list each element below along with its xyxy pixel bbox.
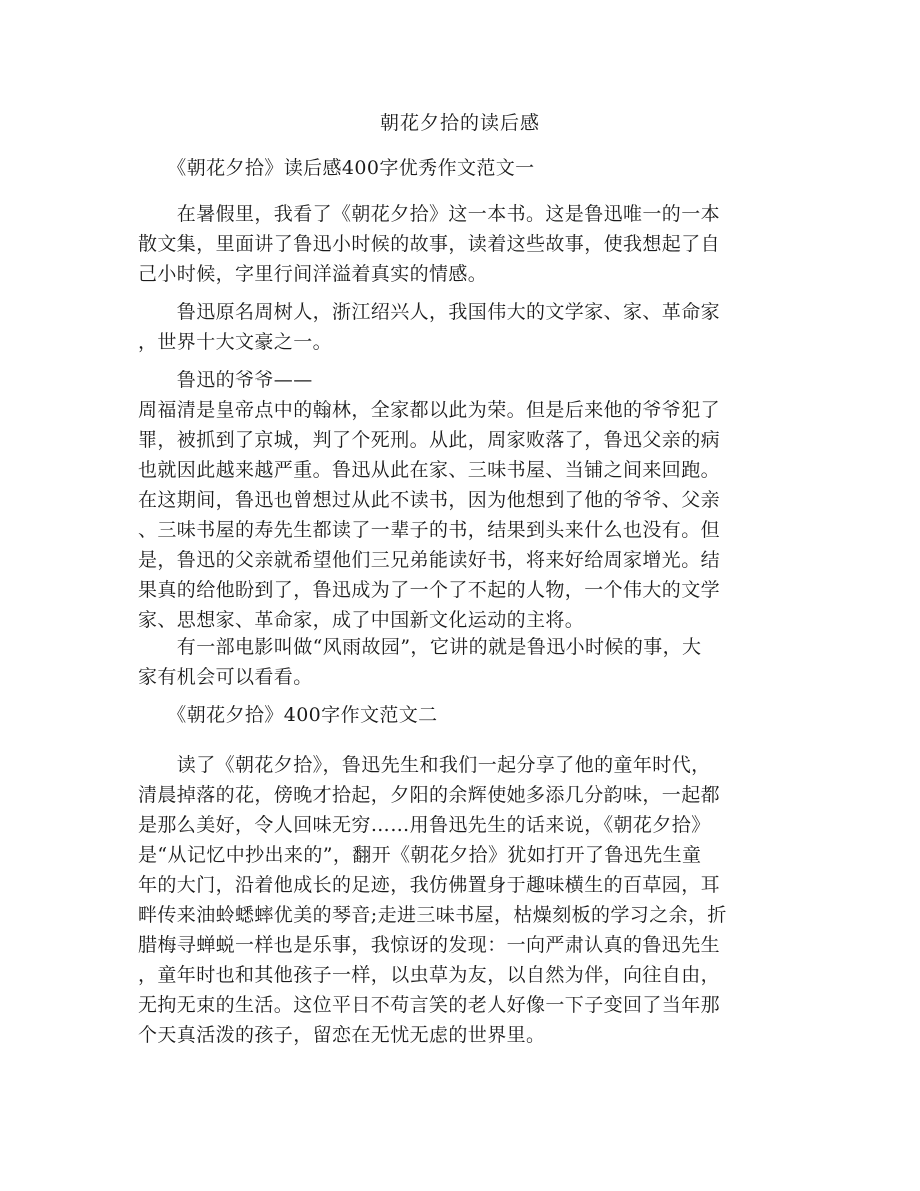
paragraph-2: 鲁迅原名周树人，浙江绍兴人，我国伟大的文学家、家、革命家 ，世界十大文豪之一。 bbox=[138, 301, 721, 353]
paragraph-4: 有一部电影叫做“风雨故园”，它讲的就是鲁迅小时候的事，大 家有机会可以看看。 bbox=[138, 636, 702, 688]
paragraph-5: 读了《朝花夕拾》，鲁迅先生和我们一起分享了他的童年时代， 清晨掉落的花，傍晚才拾起，夕阳的余辉使她多添几分韵味，一起都 是那么美好，令人回味无穷……用鲁迅先生的话来说，《朝花夕拾》 是“从记忆中抄出来的”，翻开《朝花夕拾》犹如打开了鲁迅先生童 年的大门，沿着他成长的足迹，我仿佛置身于趣味横生的百草园，耳 畔传来油蛉蟋蟀优美的琴音;走进三味书屋，枯燥刻板的学习之余，折 腊梅寻蝉蜕一样也是乐事，我惊讶的发现：一向严肃认真的鲁迅先生 ，童年时也和其他孩子一样，以虫草为友，以自然为伴，向往自由， 无拘无束的生活。这位平日不苟言笑的老人好像一下子变回了当年那 个天真活泼的孩子，留恋在无忧无虑的世界里。 bbox=[138, 754, 727, 1046]
document-title: 朝花夕拾的读后感 bbox=[379, 112, 540, 134]
paragraph-1: 在暑假里，我看了《朝花夕拾》这一本书。这是鲁迅唯一的一本 散文集，里面讲了鲁迅小时候的故事，读着这些故事，使我想起了自 己小时候，字里行间洋溢着真实的情感。 bbox=[138, 203, 721, 285]
paragraph-3: 鲁迅的爷爷—— 周福清是皇帝点中的翰林，全家都以此为荣。但是后来他的爷爷犯了 罪，被抓到了京城，判了个死刑。从此，周家败落了，鲁迅父亲的病 也就因此越来越严重。鲁迅从此在家、三味书屋、当铺之间来回跑。 在这期间，鲁迅也曾想过从此不读书，因为他想到了他的爷爷、父亲 、三味书屋的寿先生都读了一辈子的书，结果到头来什么也没有。但 是，鲁迅的父亲就希望他们三兄弟能读好书，将来好给周家增光。结 果真的给他盼到了，鲁迅成为了一个了不起的人物，一个伟大的文学 家、思想家、革命家，成了中国新文化运动的主将。 bbox=[138, 369, 721, 631]
paragraph-heading-essay-two: 《朝花夕拾》400字作文范文二 bbox=[138, 704, 438, 726]
paragraph-heading-essay-one: 《朝花夕拾》读后感400字优秀作文范文一 bbox=[138, 157, 535, 179]
